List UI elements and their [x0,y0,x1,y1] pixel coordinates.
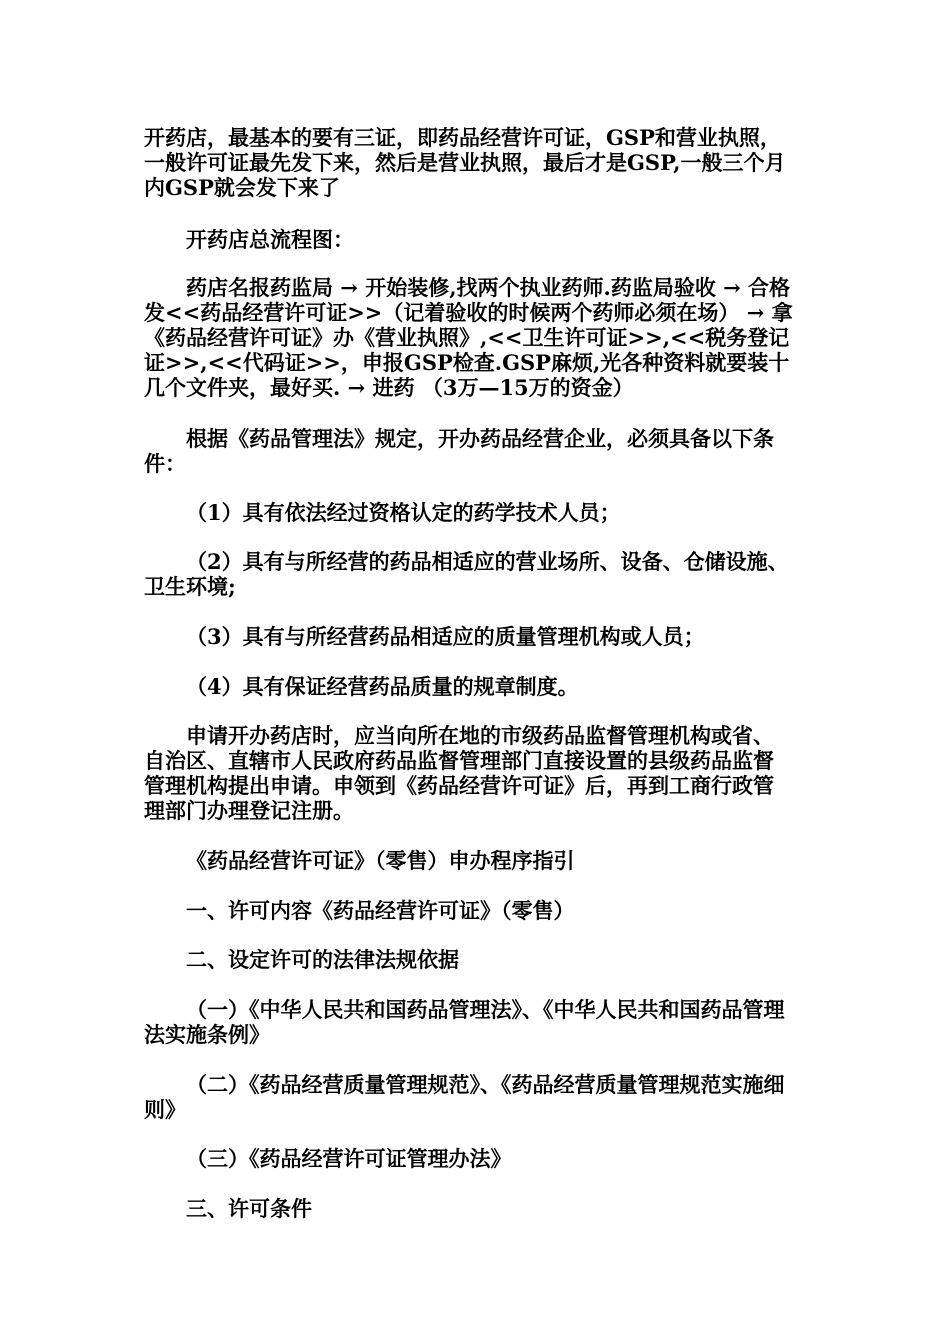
paragraph-basis-3: （三）《药品经营许可证管理办法》 [186,1146,512,1171]
paragraph-condition-3: （3）具有与所经营药品相适应的质量管理机构或人员； [186,624,705,649]
paragraph-section-2: 二、设定许可的法律法规依据 [186,947,459,972]
paragraph-section-3: 三、许可条件 [186,1196,312,1221]
paragraph-condition-4: （4）具有保证经营药品质量的规章制度。 [186,674,579,699]
paragraph-flowchart-heading: 开药店总流程图： [186,227,354,252]
paragraph-section-1: 一、许可内容《药品经营许可证》（零售） [186,898,575,923]
paragraph-condition-1: （1）具有依法经过资格认定的药学技术人员； [186,500,621,525]
paragraph-basis-1: （一）《中华人民共和国药品管理法》、《中华人民共和国药品管理法实施条例》 [144,997,785,1047]
paragraph-basis-2: （二）《药品经营质量管理规范》、《药品经营质量管理规范实施细则》 [144,1072,785,1122]
paragraph-application: 申请开办药店时，应当向所在地的市级药品监督管理机构或省、自治区、直辖市人民政府药品监督管理部门直接设置的县级药品监督管理机构提出申请。申领到《药品经营许可证》后，再到工商行政管理部门办理登记注册。 [144,723,774,823]
paragraph-condition-2: （2）具有与所经营的药品相适应的营业场所、设备、仓储设施、卫生环境; [144,549,789,599]
paragraph-intro: 开药店，最基本的要有三证，即药品经营许可证，GSP和营业执照，一般许可证最先发下来，然后是营业执照，最后才是GSP,一般三个月内GSP就会发下来了 [144,125,786,200]
paragraph-guide-title: 《药品经营许可证》（零售）申办程序指引 [186,848,575,873]
paragraph-law-requirements: 根据《药品管理法》规定，开办药品经营企业，必须具备以下条件： [144,426,774,476]
paragraph-flowchart: 药店名报药监局 → 开始装修,找两个执业药师.药监局验收 → 合格发<<药品经营许可证>>（记着验收的时候两个药师必须在场） → 拿《药品经营许可证》办《营业执照》,<<卫生许可证>>,<<税务登记证>>,<<代码证>>，申报GSP检查.GSP麻烦,光各种资料就要装十几个文件夹，最好买. → 进药 （3万—15万的资金） [144,275,793,400]
